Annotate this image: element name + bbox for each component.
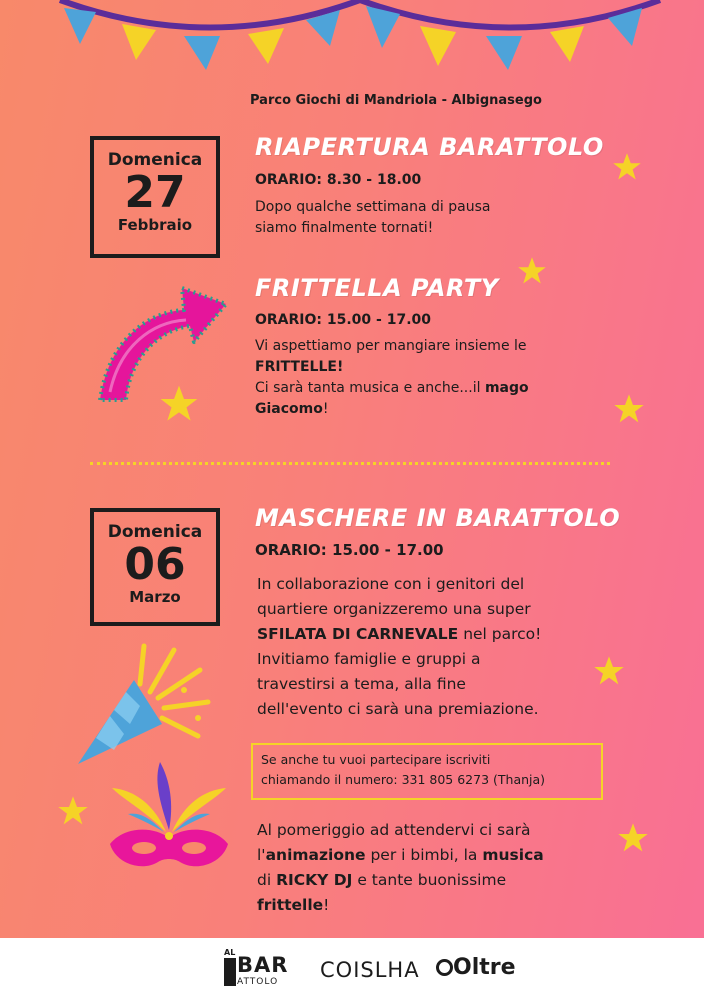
party-horn-illustration	[74, 640, 214, 770]
desc-line	[255, 378, 595, 399]
month: Marzo	[129, 588, 181, 606]
extra-text: per i bimbi, la	[365, 846, 483, 864]
barattolo-logo	[222, 950, 292, 990]
oltre-logo	[436, 955, 516, 980]
day-number: 06	[124, 539, 186, 590]
extra-bold: frittelle	[257, 896, 324, 914]
event-desc-maschere	[257, 572, 602, 722]
desc-bold: Giacomo	[255, 401, 323, 417]
extra-text: l'	[257, 846, 266, 864]
event-hours-riapertura: ORARIO: 8.30 - 18.00	[255, 172, 422, 188]
coislha-logo: COISLHA	[320, 958, 420, 982]
carnival-mask-illustration	[104, 760, 234, 880]
event-title-maschere: MASCHERE IN BARATTOLO	[255, 504, 621, 532]
barattolo-logo-mid: BAR	[237, 953, 289, 977]
star-icon	[617, 822, 649, 854]
venue-text: Parco Giochi di Mandriola - Albignasego	[250, 93, 542, 108]
desc-line	[255, 399, 595, 420]
desc-line: quartiere organizzeremo una super	[257, 600, 531, 618]
day-of-week: Domenica	[107, 522, 203, 542]
day-number: 27	[124, 167, 186, 218]
extra-bold: animazione	[265, 846, 366, 864]
desc-text: nel parco!	[458, 625, 542, 643]
event-hours-frittella: ORARIO: 15.00 - 17.00	[255, 312, 432, 328]
oltre-logo-text: Oltre	[453, 955, 516, 980]
month: Febbraio	[117, 216, 193, 234]
desc-line: Dopo qualche settimana di pausa	[255, 199, 491, 215]
star-icon	[57, 795, 89, 827]
signup-line: chiamando il numero: 331 805 6273 (Thanja)	[261, 772, 546, 787]
date-box-06-marzo	[90, 508, 220, 626]
extra-bold: RICKY DJ	[276, 871, 353, 889]
extra-line: Al pomeriggio ad attendervi ci sarà	[257, 821, 531, 839]
desc-line: In collaborazione con i genitori del	[257, 575, 525, 593]
desc-line-bold: FRITTELLE!	[255, 359, 344, 375]
event-extra-maschere	[257, 818, 602, 918]
extra-text: di	[257, 871, 277, 889]
desc-line: Invitiamo famiglie e gruppi a	[257, 650, 481, 668]
signup-line: Se anche tu vuoi partecipare iscriviti	[261, 752, 491, 767]
extra-text: !	[323, 896, 330, 914]
bunting-garland	[0, 0, 704, 80]
date-box-27-febbraio	[90, 136, 220, 258]
event-title-riapertura: RIAPERTURA BARATTOLO	[255, 133, 604, 161]
star-icon	[517, 256, 547, 286]
dotted-divider	[90, 462, 610, 465]
desc-line: siamo finalmente tornati!	[255, 220, 434, 236]
extra-line	[257, 868, 602, 893]
desc-bold: SFILATA DI CARNEVALE	[257, 625, 459, 643]
barattolo-logo-top: AL	[224, 948, 236, 957]
desc-text: Ci sarà tanta musica e anche...il	[255, 380, 485, 396]
desc-line: dell'evento ci sarà una premiazione.	[257, 700, 539, 718]
barattolo-logo-jar	[224, 958, 236, 986]
event-title-frittella: FRITTELLA PARTY	[255, 274, 499, 302]
extra-text: e tante buonissime	[352, 871, 507, 889]
star-icon	[613, 393, 645, 425]
extra-line	[257, 893, 602, 918]
day-of-week: Domenica	[107, 150, 203, 170]
desc-line: travestirsi a tema, alla fine	[257, 675, 466, 693]
signup-box	[251, 743, 603, 800]
desc-bold: mago	[484, 380, 529, 396]
oltre-o-icon	[436, 959, 453, 976]
desc-line: Vi aspettiamo per mangiare insieme le	[255, 338, 527, 354]
extra-bold: musica	[482, 846, 544, 864]
event-hours-maschere: ORARIO: 15.00 - 17.00	[255, 541, 444, 559]
star-icon	[612, 152, 642, 182]
star-icon	[159, 384, 199, 424]
event-desc-riapertura	[255, 197, 545, 239]
extra-line	[257, 843, 602, 868]
event-desc-frittella	[255, 336, 595, 420]
desc-line	[257, 622, 602, 647]
desc-text: !	[322, 401, 329, 417]
barattolo-logo-bottom: ATTOLO	[237, 977, 279, 987]
